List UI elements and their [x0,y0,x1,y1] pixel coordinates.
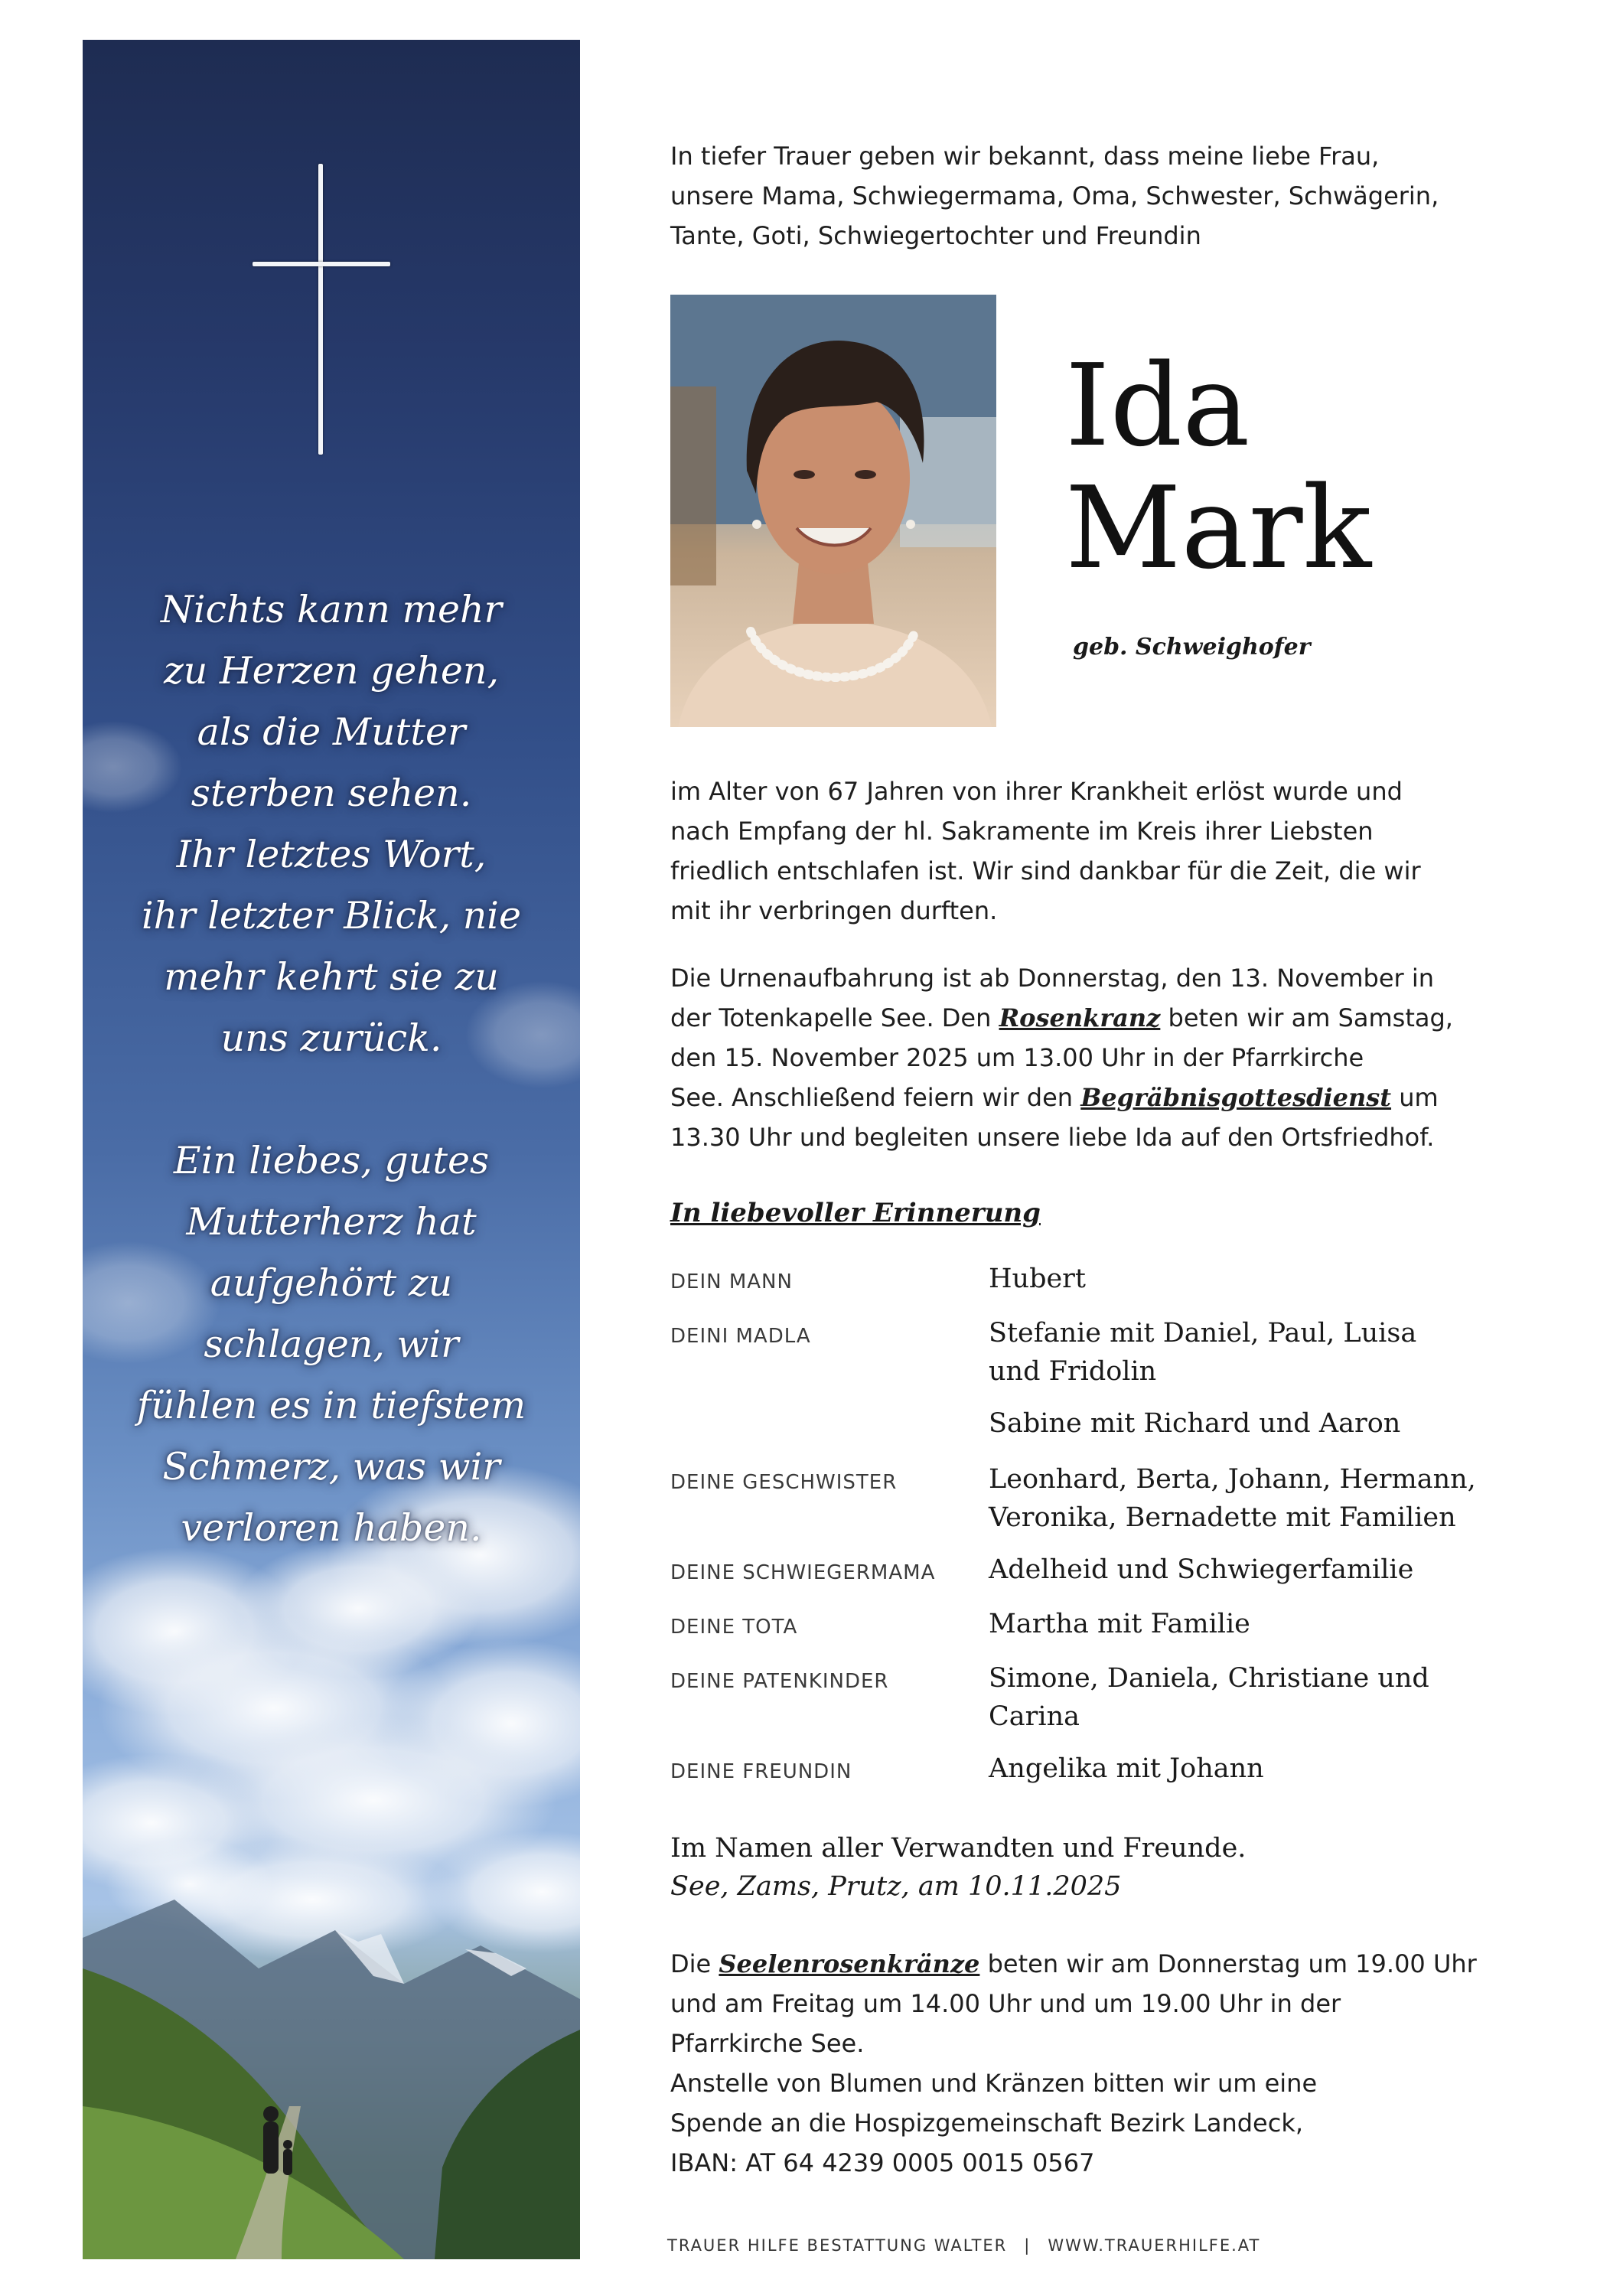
cross-icon [253,164,390,455]
poem-line: Mutterherz hat [186,1200,477,1244]
family-names [989,1659,1429,1736]
memorial-banner [83,40,580,2259]
paragraph-line: den 15. November 2025 um 13.00 Uhr in der Pfarrkirche [670,1043,1364,1072]
family-label: DEINE GESCHWISTER [670,1471,898,1494]
family-names [989,1460,1476,1537]
family-names [989,1404,1400,1443]
deceased-name [1065,340,1372,594]
family-label: DEINE FREUNDIN [670,1760,852,1783]
last-name: Mark [1065,462,1372,594]
intro-line: In tiefer Trauer geben wir bekannt, dass meine liebe Frau, [670,142,1380,171]
maiden-name: geb. Schweighofer [1073,634,1311,660]
paragraph-line: und am Freitag um 14.00 Uhr und um 19.00 Uhr in der [670,1989,1341,2018]
company-name: TRAUER HILFE BESTATTUNG WALTER [667,2236,1008,2255]
intro-line: Tante, Goti, Schwiegertochter und Freundin [670,221,1201,250]
poem-line: mehr kehrt sie zu [164,955,499,999]
poem-line: Nichts kann mehr [160,588,502,631]
family-names [989,1314,1416,1391]
family-label: DEINE SCHWIEGERMAMA [670,1561,936,1584]
family-name-line: Angelika mit Johann [989,1753,1264,1784]
poem-line: aufgehört zu [210,1261,453,1305]
family-name-line: Martha mit Familie [989,1609,1250,1639]
poem-line: ihr letzter Blick, nie [142,894,521,938]
poem-line: Ihr letztes Wort, [176,833,487,876]
first-name: Ida [1065,340,1250,471]
text: beten wir am Donnerstag um 19.00 Uhr [979,1949,1477,1978]
iban-line: IBAN: AT 64 4239 0005 0015 0567 [670,2148,1095,2177]
paragraph-line: Die Urnenaufbahrung ist ab Donnerstag, den 13. November in [670,964,1435,993]
website-link[interactable]: WWW.TRAUERHILFE.AT [1048,2236,1261,2255]
rosary-highlight: Rosenkranz [999,1003,1161,1032]
family-label: DEINI MADLA [670,1325,811,1348]
funeral-mass-highlight: Begräbnisgottesdienst [1080,1083,1392,1112]
poem-line: Ein liebes, gutes [173,1139,490,1182]
poem-line: uns zurück. [220,1016,442,1060]
footer-separator: | [1024,2236,1031,2255]
closing-line: Im Namen aller Verwandten und Freunde. [670,1833,1247,1864]
funeral-details-paragraph [670,958,1453,1157]
paragraph-line: nach Empfang der hl. Sakramente im Kreis ihrer Liebsten [670,817,1374,846]
paragraph-line [670,998,1453,1038]
intro-text [670,136,1550,256]
family-names [989,1551,1413,1589]
text: Die [670,1949,719,1978]
rosary-donation-paragraph [670,1944,1477,2183]
paragraph-line: mit ihr verbringen durften. [670,896,998,925]
death-announcement-paragraph [670,771,1421,931]
family-name-line: Carina [989,1701,1080,1732]
poem-line: sterben sehen. [191,771,472,815]
paragraph-line: 13.30 Uhr und begleiten unsere liebe Ida auf den Ortsfriedhof. [670,1123,1435,1152]
family-name-line: Simone, Daniela, Christiane und [989,1663,1429,1694]
paragraph-line [670,1944,1477,1984]
paragraph-line: Anstelle von Blumen und Kränzen bitten wir um eine [670,2069,1318,2098]
footer [667,2236,1260,2255]
family-names [989,1750,1264,1788]
family-name-line: Veronika, Bernadette mit Familien [989,1502,1456,1533]
soul-rosary-highlight: Seelenrosenkränze [719,1949,980,1978]
poem-line: Schmerz, was wir [162,1445,500,1489]
paragraph-line [670,1078,1453,1117]
family-name-line: Stefanie mit Daniel, Paul, Luisa [989,1318,1417,1349]
family-names [989,1260,1086,1298]
family-name-line: Sabine mit Richard und Aaron [989,1408,1401,1439]
text: um [1391,1083,1439,1112]
poem-line: fühlen es in tiefstem [136,1384,526,1427]
family-label: DEIN MANN [670,1270,793,1293]
memory-heading: In liebevoller Erinnerung [670,1198,1041,1228]
paragraph-line: friedlich entschlafen ist. Wir sind dankbar für die Zeit, die wir [670,856,1421,885]
poem-stanza-1 [83,579,580,1069]
closing-text [670,1829,1246,1906]
place-and-date: See, Zams, Prutz, am 10.11.2025 [670,1871,1122,1902]
family-name-line: Leonhard, Berta, Johann, Hermann, [989,1464,1476,1495]
paragraph-line: Pfarrkirche See. [670,2029,865,2058]
poem-line: als die Mutter [197,710,466,754]
family-name-line: Adelheid und Schwiegerfamilie [989,1554,1414,1585]
text: der Totenkapelle See. Den [670,1003,999,1032]
text: beten wir am Samstag, [1160,1003,1453,1032]
poem-line: schlagen, wir [204,1322,459,1366]
paragraph-line: Spende an die Hospizgemeinschaft Bezirk Landeck, [670,2108,1304,2138]
family-names [989,1605,1250,1643]
poem-line: verloren haben. [181,1506,482,1550]
poem-stanza-2 [83,1130,580,1559]
family-name-line: Hubert [989,1264,1086,1294]
family-label: DEINE TOTA [670,1616,798,1639]
paragraph-line: im Alter von 67 Jahren von ihrer Krankheit erlöst wurde und [670,777,1403,806]
poem-line: zu Herzen gehen, [163,649,500,693]
text: See. Anschließend feiern wir den [670,1083,1081,1112]
portrait-photo [670,295,996,727]
family-label: DEINE PATENKINDER [670,1670,889,1693]
intro-line: unsere Mama, Schwiegermama, Oma, Schwester, Schwägerin, [670,181,1439,210]
family-name-line: und Fridolin [989,1356,1157,1387]
